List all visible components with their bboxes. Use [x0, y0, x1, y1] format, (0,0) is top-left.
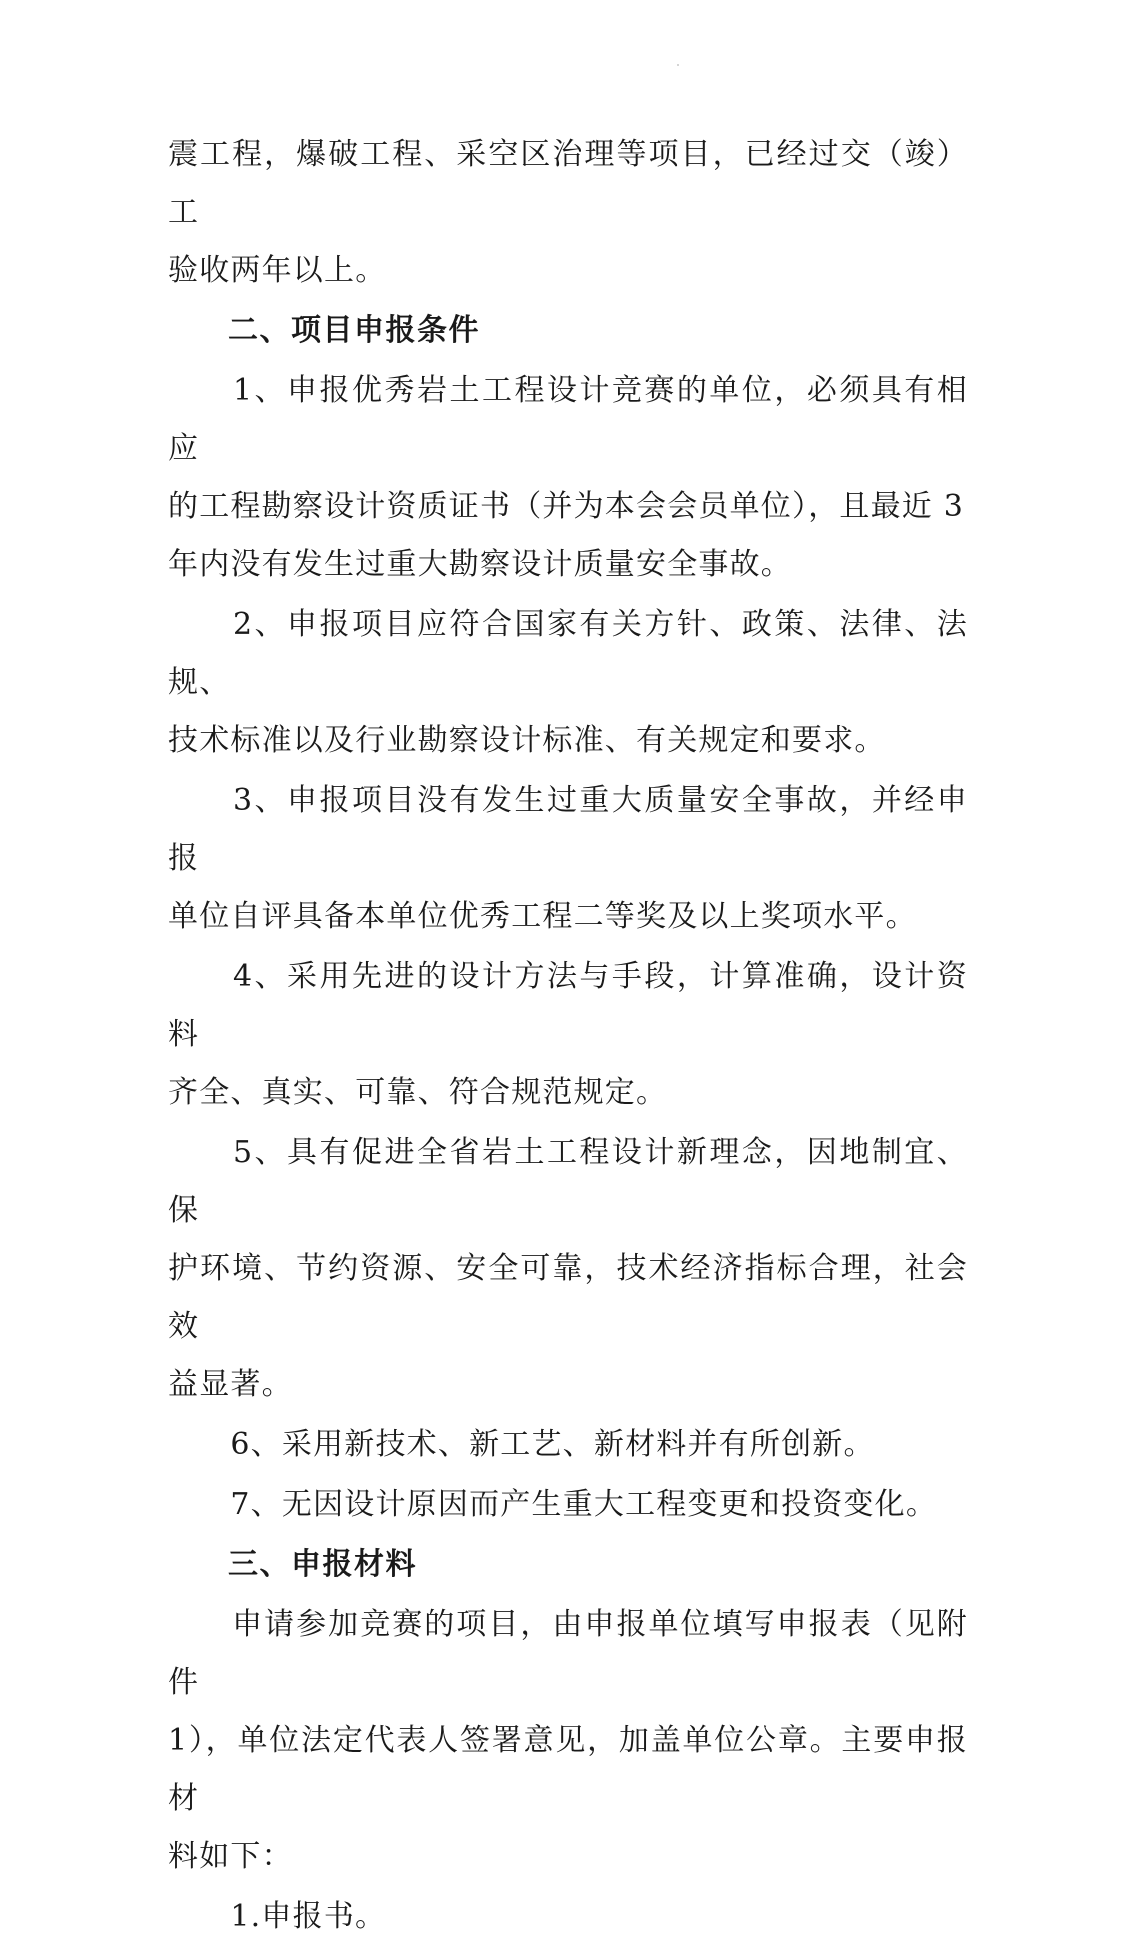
- section-heading-h2: [168, 302, 968, 360]
- text-line: 1.申报书。: [168, 1899, 387, 1934]
- paragraph-list-1: [168, 1888, 968, 1946]
- text-line: 6、采用新技术、新工艺、新材料并有所创新。: [168, 1427, 875, 1462]
- text-line: 5、具有促进全省岩土工程设计新理念，因地制宜、保: [168, 1135, 968, 1228]
- text-line: 2、申报项目应符合国家有关方针、政策、法律、法规、: [168, 607, 968, 700]
- paragraph-item-3: [168, 772, 968, 946]
- text-line: 3、申报项目没有发生过重大质量安全事故，并经申报: [168, 783, 968, 876]
- text-line: 的工程勘察设计资质证书（并为本会会员单位），且最近 3: [168, 489, 965, 524]
- text-line: 震工程，爆破工程、采空区治理等项目，已经过交（竣）工: [168, 137, 968, 230]
- scan-speck: [677, 64, 679, 66]
- text-line: 三、申报材料: [228, 1547, 417, 1582]
- text-line: 4、采用先进的设计方法与手段，计算准确，设计资料: [168, 959, 968, 1052]
- text-line: 申请参加竞赛的项目，由申报单位填写申报表（见附件: [168, 1607, 968, 1700]
- text-line: 二、项目申报条件: [228, 313, 480, 348]
- paragraph-p-cont: [168, 126, 968, 300]
- paragraph-p-materials: [168, 1596, 968, 1886]
- paragraph-item-7: [168, 1476, 968, 1534]
- text-line: 料如下：: [168, 1839, 293, 1874]
- text-line: 技术标准以及行业勘察设计标准、有关规定和要求。: [168, 723, 886, 758]
- text-line: 护环境、节约资源、安全可靠，技术经济指标合理，社会效: [168, 1251, 968, 1344]
- text-line: 益显著。: [168, 1367, 293, 1402]
- text-line: 1），单位法定代表人签署意见，加盖单位公章。主要申报材: [168, 1723, 968, 1816]
- section-heading-h3: [168, 1536, 968, 1594]
- paragraph-item-2: [168, 596, 968, 770]
- text-line: 年内没有发生过重大勘察设计质量安全事故。: [168, 547, 792, 582]
- text-line: 验收两年以上。: [168, 253, 387, 288]
- paragraph-item-6: [168, 1416, 968, 1474]
- paragraph-item-5: [168, 1124, 968, 1414]
- paragraph-item-4: [168, 948, 968, 1122]
- document-body: [168, 126, 968, 1948]
- paragraph-item-1: [168, 362, 968, 594]
- text-line: 齐全、真实、可靠、符合规范规定。: [168, 1075, 668, 1110]
- text-line: 7、无因设计原因而产生重大工程变更和投资变化。: [168, 1487, 938, 1522]
- text-line: 1、申报优秀岩土工程设计竞赛的单位，必须具有相应: [168, 373, 968, 466]
- text-line: 单位自评具备本单位优秀工程二等奖及以上奖项水平。: [168, 899, 917, 934]
